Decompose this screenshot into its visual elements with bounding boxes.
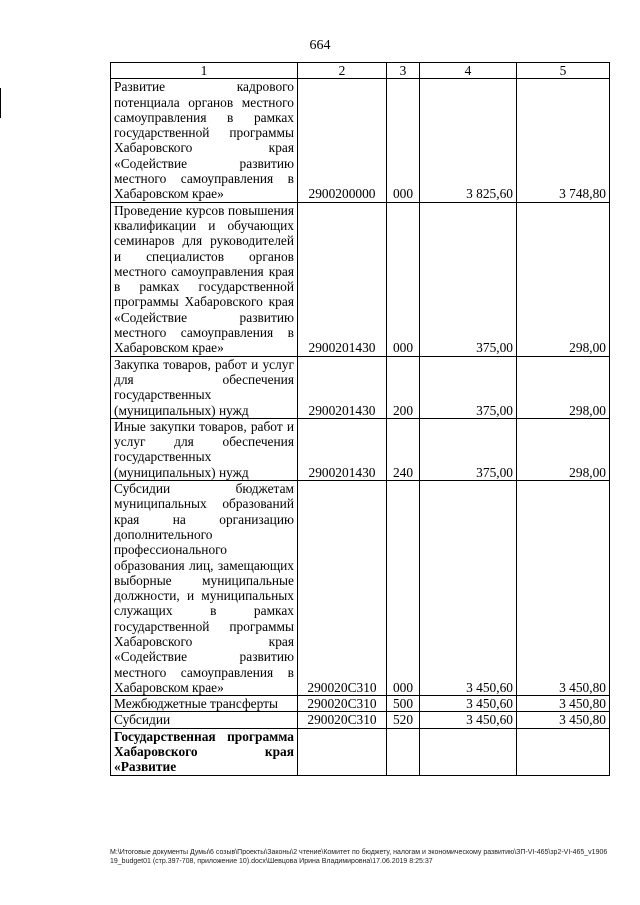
table-row xyxy=(111,696,610,712)
row-amount-2020-cell: 298,00 xyxy=(517,418,610,480)
row-name-cell: Межбюджетные трансферты xyxy=(111,696,298,712)
row-expense-type-cell: 000 xyxy=(387,481,420,696)
table-header-row xyxy=(111,63,610,79)
row-amount-2019-cell: 375,00 xyxy=(420,202,517,356)
row-code-cell: 2900201430 xyxy=(298,356,387,418)
row-name-cell: Субсидии xyxy=(111,712,298,728)
budget-table-body xyxy=(111,63,610,776)
row-expense-type-cell xyxy=(387,728,420,775)
row-name-cell: Проведение курсов повышения квалификации и обучающих семинаров для руководителей и специалистов органов местного самоуправления края в рамках государственной программы Хабаровского края «Содействие развитию местного самоуправления в Хабаровском крае» xyxy=(111,202,298,356)
header-col-1: 1 xyxy=(111,63,298,79)
row-code-cell: 2900201430 xyxy=(298,202,387,356)
row-name-cell: Государственная программа Хабаровского края «Развитие xyxy=(111,728,298,775)
row-expense-type-cell: 520 xyxy=(387,712,420,728)
header-col-2: 2 xyxy=(298,63,387,79)
row-amount-2019-cell: 3 450,60 xyxy=(420,481,517,696)
row-expense-type-cell: 000 xyxy=(387,202,420,356)
row-expense-type-cell: 240 xyxy=(387,418,420,480)
row-amount-2019-cell: 375,00 xyxy=(420,356,517,418)
header-col-3: 3 xyxy=(387,63,420,79)
margin-mark xyxy=(0,88,1,118)
table-row xyxy=(111,481,610,696)
row-name-cell: Иные закупки товаров, работ и услуг для обеспечения государственных (муниципальных) нужд xyxy=(111,418,298,480)
row-amount-2019-cell: 3 825,60 xyxy=(420,79,517,202)
row-amount-2019-cell: 375,00 xyxy=(420,418,517,480)
row-amount-2019-cell: 3 450,60 xyxy=(420,712,517,728)
row-code-cell: 290020С310 xyxy=(298,481,387,696)
table-row xyxy=(111,418,610,480)
row-code-cell: 290020С310 xyxy=(298,696,387,712)
row-amount-2020-cell: 3 450,80 xyxy=(517,481,610,696)
row-amount-2020-cell: 298,00 xyxy=(517,356,610,418)
table-row xyxy=(111,712,610,728)
row-name-cell: Развитие кадрового потенциала органов местного самоуправления в рамках государственной программы Хабаровского края «Содействие развитию местного самоуправления в Хабаровском крае» xyxy=(111,79,298,202)
row-amount-2019-cell xyxy=(420,728,517,775)
row-amount-2020-cell: 3 450,80 xyxy=(517,712,610,728)
row-expense-type-cell: 500 xyxy=(387,696,420,712)
table-row xyxy=(111,202,610,356)
row-name-cell: Закупка товаров, работ и услуг для обеспечения государственных (муниципальных) нужд xyxy=(111,356,298,418)
row-amount-2020-cell: 3 450,80 xyxy=(517,696,610,712)
row-amount-2020-cell xyxy=(517,728,610,775)
row-amount-2019-cell: 3 450,60 xyxy=(420,696,517,712)
row-code-cell xyxy=(298,728,387,775)
row-code-cell: 2900200000 xyxy=(298,79,387,202)
row-code-cell: 2900201430 xyxy=(298,418,387,480)
row-expense-type-cell: 200 xyxy=(387,356,420,418)
table-row xyxy=(111,356,610,418)
row-expense-type-cell: 000 xyxy=(387,79,420,202)
row-amount-2020-cell: 298,00 xyxy=(517,202,610,356)
row-code-cell: 290020С310 xyxy=(298,712,387,728)
row-amount-2020-cell: 3 748,80 xyxy=(517,79,610,202)
table-row xyxy=(111,728,610,775)
page-number: 664 xyxy=(309,38,331,53)
budget-table xyxy=(110,62,610,776)
header-col-4: 4 xyxy=(420,63,517,79)
table-row xyxy=(111,79,610,202)
header-col-5: 5 xyxy=(517,63,610,79)
row-name-cell: Субсидии бюджетам муниципальных образований края на организацию дополнительного профессионального образования лиц, замещающих выборные муниципальные должности, и муниципальных служащих в рамках государственной программы Хабаровского края «Содействие развитию местного самоуправления в Хабаровском крае» xyxy=(111,481,298,696)
document-path-footer: M:\Итоговые документы Думы\6 созыв\Проекты\Законы\2 чтение\Комитет по бюджету, налогам и экономическому развитию\ЗП-VI-465\зр2-VI-465_v190619_budget01 (стр.397-708, приложение 10).docx\Шевцова Ирина Владимировна\17.06.2019 8:25:37 xyxy=(110,849,608,865)
